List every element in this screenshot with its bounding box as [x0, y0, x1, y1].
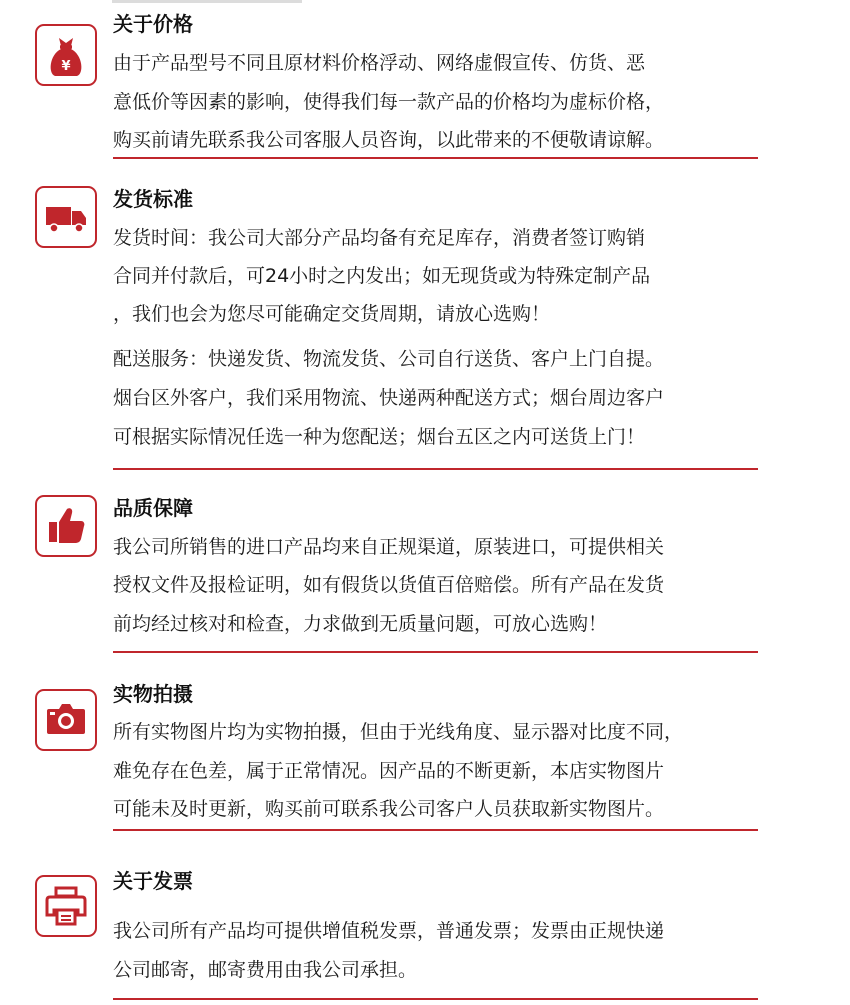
text-line: 我公司所有产品均可提供增值税发票，普通发票；发票由正规快递 — [113, 920, 665, 942]
text-line: 可能未及时更新，购买前可联系我公司客户人员获取新实物图片。 — [113, 798, 665, 820]
section-title: 关于价格 — [113, 12, 193, 36]
text-line: 发货时间：我公司大部分产品均备有充足库存，消费者签订购销 — [113, 227, 646, 249]
printer-icon — [35, 875, 97, 937]
text-line: ，我们也会为您尽可能确定交货周期，请放心选购！ — [113, 303, 551, 325]
money-bag-icon — [35, 24, 97, 86]
thumbs-up-icon — [35, 495, 97, 557]
section-divider — [113, 468, 758, 470]
section-divider — [113, 651, 758, 653]
text-line: 购买前请先联系我公司客服人员咨询，以此带来的不便敬请谅解。 — [113, 129, 665, 151]
section-title: 实物拍摄 — [113, 682, 193, 706]
section-divider — [113, 157, 758, 159]
text-line: 我公司所销售的进口产品均来自正规渠道，原装进口，可提供相关 — [113, 536, 665, 558]
text-line: 授权文件及报检证明，如有假货以货值百倍赔偿。所有产品在发货 — [113, 574, 665, 596]
section-title: 发货标准 — [113, 187, 193, 211]
text-line: 所有实物图片均为实物拍摄，但由于光线角度、显示器对比度不同， — [113, 721, 684, 743]
camera-icon — [35, 689, 97, 751]
section-divider — [113, 998, 758, 1000]
text-line: 难免存在色差，属于正常情况。因产品的不断更新，本店实物图片 — [113, 760, 665, 782]
svg-text:¥: ¥ — [61, 59, 71, 74]
text-line: 配送服务：快递发货、物流发货、公司自行送货、客户上门自提。 — [113, 348, 665, 370]
truck-icon — [35, 186, 97, 248]
text-line: 烟台区外客户，我们采用物流、快递两种配送方式；烟台周边客户 — [113, 387, 665, 409]
section-title: 关于发票 — [113, 869, 193, 893]
section-title: 品质保障 — [113, 496, 193, 520]
text-line: 合同并付款后，可24小时之内发出；如无现货或为特殊定制产品 — [113, 265, 651, 287]
section-divider — [113, 829, 758, 831]
text-line: 公司邮寄，邮寄费用由我公司承担。 — [113, 959, 418, 981]
top-divider — [112, 0, 302, 3]
text-line: 由于产品型号不同且原材料价格浮动、网络虚假宣传、仿货、恶 — [113, 52, 646, 74]
text-line: 意低价等因素的影响，使得我们每一款产品的价格均为虚标价格， — [113, 91, 665, 113]
text-line: 前均经过核对和检查，力求做到无质量问题，可放心选购！ — [113, 613, 608, 635]
text-line: 可根据实际情况任选一种为您配送；烟台五区之内可送货上门！ — [113, 426, 646, 448]
